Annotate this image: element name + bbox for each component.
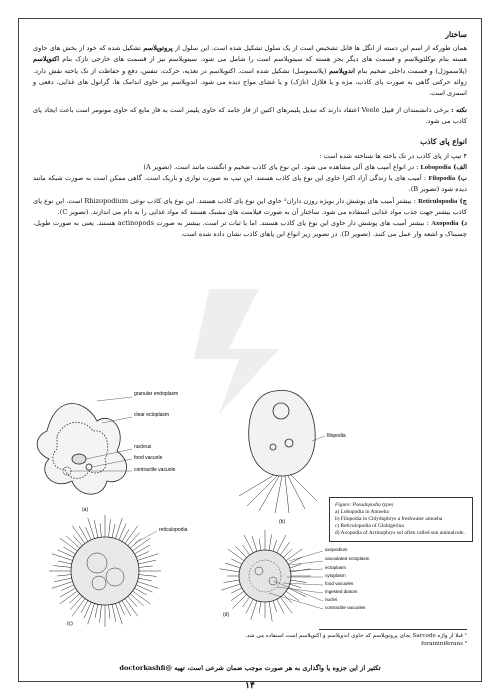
- label-vacuolated-ectoplasm: vacuolated ectoplasm: [325, 556, 370, 561]
- panel-tag-d: (d): [223, 612, 230, 618]
- type-a: الف) Lobopodia : در انواع آمیب های آلی مشاهده می شود. این نوع پای کاذب ضخیم و انگشت مانند است. (تصویر A): [143, 163, 467, 172]
- label-ectoplasm: ectoplasm: [325, 565, 346, 570]
- panel-b-filopodia: [239, 390, 317, 513]
- panel-tag-c: (c): [67, 621, 73, 627]
- section-title: ساختار: [445, 30, 467, 39]
- label-contractile-vacuoles: contractile vacuoles: [325, 605, 366, 610]
- label-granular-endoplasm: granular endoplasm: [134, 391, 179, 397]
- type-b: ب) Filopodia : آمیب های با زندگی آزاد اکثرا حاوی این نوع پای کاذب هستند. این تیپ به صورت نواری و باریک است. گاهی ممکن است به صورت شبکه مانند دیده شود (تصویر B).: [33, 174, 467, 194]
- document-page: [18, 18, 482, 691]
- label-ingested-diatom: ingested diatom: [325, 589, 358, 594]
- label-nucleus: nucleus: [134, 444, 152, 450]
- panel-tag-b: (b): [279, 519, 286, 525]
- figure-caption: Figure: Pseudopodia types a) Lobopodia in Amoeba b) Filopodia in Chlydophrys a freshwater amoeba c) Reticulopodia of Globigerina d) Axopodia of Actinophrys sol often called sun animalcule.: [329, 497, 473, 542]
- copyright-footer: تکثیر از این جزوه یا واگذاری به هر صورت موجب ضمان شرعی است، تهیه @doctorkashfi: [119, 664, 381, 672]
- footnote-separator: [319, 629, 467, 630]
- type-c: ج) Reticulopodia : بیشتر آمیب های پوشش دار بویژه روزن داران² حاوی این نوع پای کاذب هستند. این نوع پای کاذب نوعی Rhizopodium است. این نوع پای کاذب بیشتر جهت جذب مواد غذایی استفاده می شود. ساختار آن به صورت فیلامنت های مشبک هستند که مواد غذایی را به دام می اندازند. (تصویر C).: [33, 196, 468, 216]
- label-nuclei: nuclei: [325, 597, 338, 602]
- page-number: ۱۴: [245, 681, 255, 691]
- structure-paragraph: همان طورکه از اسم این دسته از انگل ها قابل تشخیص است از یک سلول تشکیل شده است. این سلول از پروتوپلاسم تشکیل شده که خود از بخش های حاوی هسته بنام نوکلئوپلاسم و قسمت های دیگر بجز هسته که سیتوپلاسم است را شامل می شود. سیتوپلاسم نیز از قسمت های خارجی نازک بنام اکتوپلاسم (پلاسموژل) و قسمت داخلی ضخیم بنام اندوپلاسم (پلاسموسل) تشکیل شده است. اکتوپلاسم در تغذیه، حرکت، تنفس، دفع و حفاظت از تک یاخته نقش دارد. زوائد حرکتی گاهی به صورت پای کاذب، مژه و یا فلاژل (تاژک) و یا غشای مواج دیده می شود. اندوپلاسم نیز حاوی اندامک ها، گرانول های غذایی، دفعی و اسمزی است.: [33, 44, 468, 98]
- panel-a-amoeba: [37, 404, 127, 495]
- label-contractile-vacuole: contractile vacuole: [134, 467, 176, 473]
- label-clear-ectoplasm: clear ectoplasm: [134, 412, 170, 418]
- types-intro: ۴ تیپ از پای کاذب در تک یاخته ها شناخته شده است :: [319, 151, 467, 160]
- label-food-vacuole: food vacuole: [134, 455, 163, 461]
- panel-d-axopodia: [220, 530, 311, 621]
- panel-tag-a: (a): [82, 507, 89, 513]
- label-cytoplasm: cytoplasm: [325, 573, 346, 578]
- footnotes: ¹ قبلا از واژه Sarcode بجای پروتوپلاسم که حاوی اندوپلاسم و اکتوپلاسم است استفاده می شد. ² foraminiferans: [245, 633, 467, 647]
- types-title: انواع پای کاذب: [420, 136, 467, 146]
- note-paragraph: نکته : برخی دانشمندان از قبیل Veele اعتقاد دارند که تبدیل پلیمرهای اکتین از فاز جامد که حاوی پلیمر است به فاز مایع که حاوی مونومر است باعث ایجاد پای کاذب می شود.: [33, 106, 467, 126]
- label-axopodium: axopodium: [325, 547, 348, 552]
- label-reticulopodia: reticulopodia: [159, 527, 188, 533]
- structure-section: [33, 29, 467, 240]
- type-d: د) Axopodia : بیشتر آمیب های پوشش دار حاوی این نوع پای کاذب هستند. اما با ثبات تر است. بیشتر به صورت actinopods هستند. یعنی به صورت طویل، چسبناک و اشعه وار عمل می کنند. (تصویر D). در تصویر زیر انواع این پاهای کاذب نشان داده شده است.: [33, 219, 468, 239]
- panel-c-reticulopodia: [49, 515, 161, 627]
- label-filopodia: filopodia: [327, 433, 346, 439]
- label-food-vacuoles: food vacuoles: [325, 581, 354, 586]
